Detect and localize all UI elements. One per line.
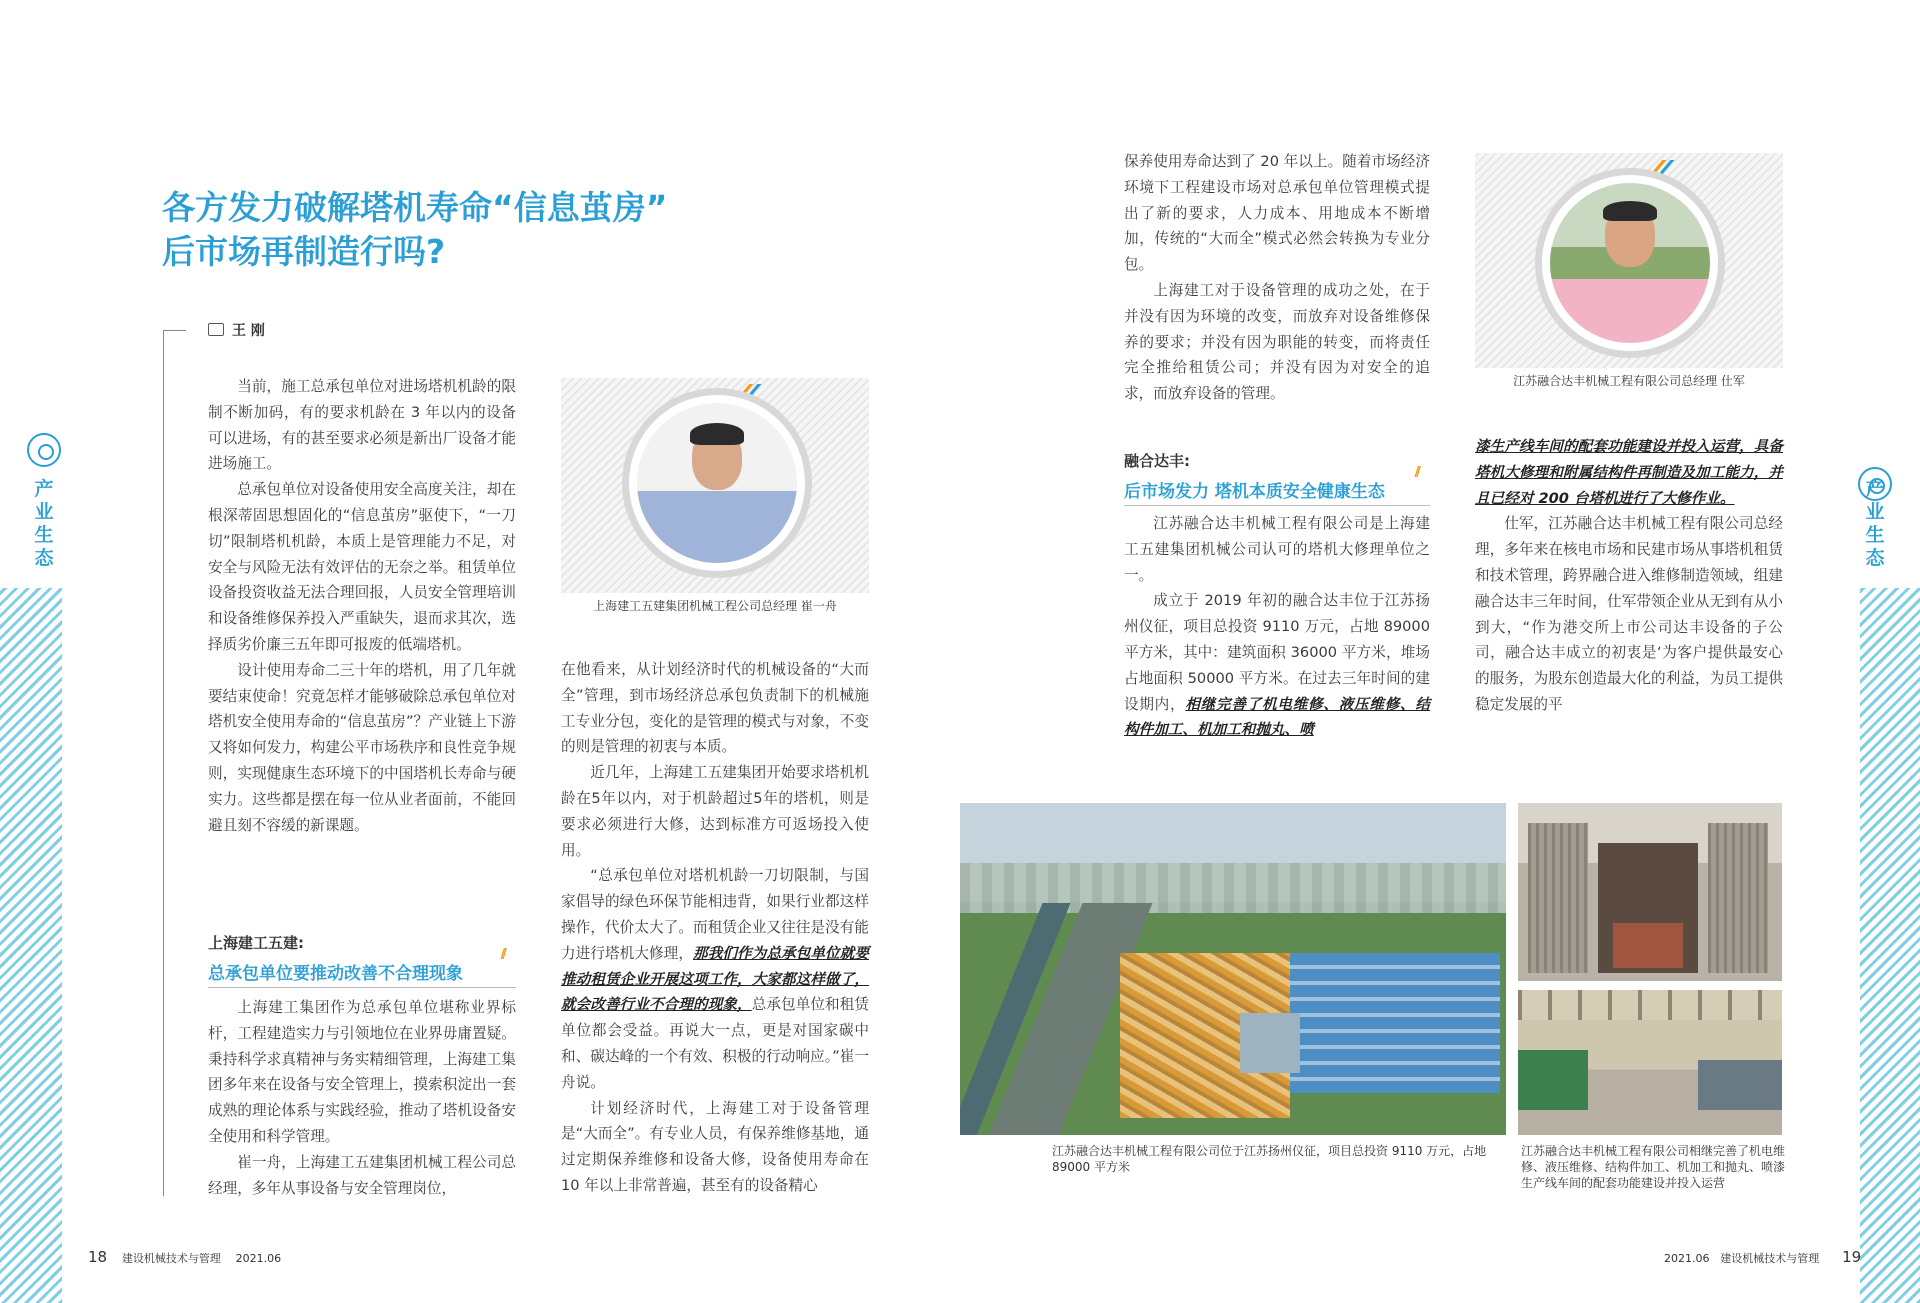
- paragraph: 上海建工集团作为总承包单位堪称业界标杆，工程建造实力与引领地位在业界毋庸置疑。秉持科学求真精神与务实精细管理，上海建工集团多年来在设备与安全管理上，摸索积淀出一套成熟的理论体系与实践经验，推动了塔机设备安全使用和科学管理。: [208, 999, 516, 1145]
- paragraph: 江苏融合达丰机械工程有限公司是上海建工五建集团机械公司认可的塔机大修理单位之一。: [1124, 515, 1430, 584]
- paragraph: 近几年，上海建工五建集团开始要求塔机机龄在5年以内，对于机龄超过5年的塔机，则是要求必须进行大修，达到标准方可返场投入使用。: [561, 764, 869, 859]
- article-title: [162, 186, 782, 274]
- workshop-photo-top: [1518, 803, 1782, 981]
- column-1: [208, 374, 516, 838]
- workshop-photo-caption: 江苏融合达丰机械工程有限公司相继完善了机电维修、液压维修、结构件加工、机加工和抛丸、喷漆生产线车间的配套功能建设并投入运营: [1521, 1144, 1786, 1190]
- portrait-photo-2: [1535, 168, 1725, 358]
- portrait-photo-1: [622, 388, 812, 578]
- paragraph: 保养使用寿命达到了 20 年以上。随着市场经济环境下工程建设市场对总承包单位管理模式提出了新的要求，人力成本、用地成本不断增加，传统的“大而全”模式必然会转换为专业分包。: [1124, 153, 1430, 274]
- author-bracket: [163, 330, 186, 1196]
- section-kicker: 融合达丰:: [1124, 452, 1190, 470]
- section-1-heading-block: [208, 932, 516, 988]
- paragraph: 崔一舟，上海建工五建集团机械工程公司总经理，多年从事设备与安全管理岗位，: [208, 1153, 516, 1197]
- slash-mark-icon: //: [1414, 465, 1418, 480]
- photo-1-caption: 上海建工五建集团机械工程公司总经理 崔一舟: [593, 599, 837, 613]
- paragraph: 设计使用寿命二三十年的塔机，用了几年就要结束使命！究竟怎样才能够破除总承包单位对塔机安全使用寿命的“信息茧房”？产业链上下游又将如何发力，构建公平市场秩序和良性竞争规则，实现健康生态环境下的中国塔机长寿命与硬实力。这些都是摆在每一位从业者面前，不能回避且刻不容缓的新课题。: [208, 661, 516, 834]
- issue-date: 2021.06: [1664, 1252, 1710, 1265]
- column-3: [1124, 149, 1430, 407]
- aerial-photo: [960, 803, 1506, 1135]
- comment-icon: [208, 323, 224, 336]
- aerial-photo-caption: 江苏融合达丰机械工程有限公司位于江苏扬州仪征，项目总投资 9110 万元，占地 89000 平方米: [1052, 1144, 1487, 1174]
- section-heading: // 总承包单位要推动改善不合理现象: [208, 959, 516, 988]
- paragraph: 当前，施工总承包单位对进场塔机机龄的限制不断加码，有的要求机龄在 3 年以内的设备可以进场，有的甚至要求必须是新出厂设备才能进场施工。: [208, 378, 516, 473]
- emphasis-text: 那我们作为总承包单位就要推动租赁企业开展这项工作，大家都这样做了，就会改善行业不合理的现象，: [561, 944, 869, 1014]
- column-2: [561, 657, 869, 1199]
- title-line-2: 后市场再制造行吗?: [162, 232, 446, 271]
- paragraph: 总承包单位对设备使用安全高度关注，却在根深蒂固思想固化的“信息茧房”驱使下，“一刀切”限制塔机机龄，本质上是管理能力不足，对安全与风险无法有效评估的无奈之举。租赁单位设备投资收益无法合理回报，人员安全管理培训和设备维修保养投入严重缺失，退而求其次，选择质劣价廉三五年即可报废的低端塔机。: [208, 481, 516, 653]
- magazine-name: 建设机械技术与管理: [121, 1252, 221, 1265]
- page-number: 18: [88, 1248, 108, 1266]
- column-3b: [1124, 511, 1430, 743]
- column-4: [1475, 434, 1783, 718]
- paragraph: 仕军，江苏融合达丰机械工程有限公司总经理，多年来在核电市场和民建市场从事塔机租赁和技术管理，跨界融合进入维修制造领域，组建融合达丰三年时间，仕军带领企业从无到有从小到大，“作为港交所上市公司达丰设备的子公司，融合达丰成立的初衷是‘为客户提供最安心的服务，为股东创造最大化的利益，为员工提供稳定发展的平: [1475, 515, 1783, 713]
- photo-2-caption: 江苏融合达丰机械工程有限公司总经理 仕军: [1513, 374, 1745, 388]
- workshop-photo-bottom: [1518, 990, 1782, 1135]
- magazine-name: 建设机械技术与管理: [1720, 1252, 1820, 1265]
- column-1b: [208, 995, 516, 1201]
- paragraph: 上海建工对于设备管理的成功之处，在于并没有因为环境的改变，而放弃对设备维修保养的要求；并没有因为职能的转变，而将责任完全推给租赁公司；并没有因为对安全的追求，而放弃设备的管理。: [1124, 281, 1430, 403]
- author-name: 王 刚: [232, 323, 265, 339]
- section-heading: // 后市场发力 塔机本质安全健康生态: [1124, 477, 1430, 506]
- footer-right: [1664, 1248, 1861, 1266]
- section-kicker: 上海建工五建:: [208, 934, 304, 952]
- paragraph: 在他看来，从计划经济时代的机械设备的“大而全”管理，到市场经济总承包负责制下的机械施工专业分包，变化的是管理的模式与对象，不变的则是管理的初衷与本质。: [561, 661, 869, 756]
- side-tab-label-right: 产 业 生 态: [1865, 478, 1885, 569]
- emphasis-text: 相继完善了机电维修、液压维修、结构件加工、机加工和抛丸、喷: [1124, 695, 1430, 739]
- title-line-1: 各方发力破解塔机寿命“信息茧房”: [162, 188, 668, 227]
- right-stripe-band: [1860, 588, 1920, 1303]
- paragraph: “总承包单位对塔机机龄一刀切限制，与国家倡导的绿色环保节能相违背，如果行业都这样操作，代价太大了。而租赁企业又往往是没有能力进行塔机大修理，那我们作为总承包单位就要推动租赁企业开展这项工作，大家都这样做了，就会改善行业不合理的现象，总承包单位和租赁单位都会受益。再说大一点，更是对国家碳中和、碳达峰的一个有效、积极的行动响应。”崔一舟说。: [561, 867, 869, 1091]
- circle-logo-icon: [27, 433, 61, 467]
- left-stripe-band: [0, 588, 62, 1303]
- paragraph: 成立于 2019 年初的融合达丰位于江苏扬州仪征，项目总投资 9110 万元，占地 89000 平方米，其中：建筑面积 36000 平方米，堆场占地面积 50000 平方米。在过去三年时间的建设期内，相继完善了机电维修、液压维修、结构件加工、机加工和抛丸、喷: [1124, 592, 1430, 739]
- slash-mark-icon: //: [500, 947, 504, 962]
- section-2-heading-block: [1124, 450, 1430, 506]
- issue-date: 2021.06: [235, 1252, 282, 1265]
- author-line: [208, 320, 265, 340]
- paragraph: 计划经济时代，上海建工对于设备管理是“大而全”。有专业人员，有保养维修基地，通过定期保养维修和设备大修，设备使用寿命在 10 年以上非常普遍，甚至有的设备精心: [561, 1099, 869, 1194]
- page-number: 19: [1842, 1248, 1862, 1266]
- emphasis-text: 漆生产线车间的配套功能建设并投入运营，具备塔机大修理和附属结构件再制造及加工能力，并且已经对 200 台塔机进行了大修作业。: [1475, 438, 1783, 507]
- footer-left: [88, 1248, 281, 1266]
- side-tab-label-left: 产 业 生 态: [34, 478, 54, 569]
